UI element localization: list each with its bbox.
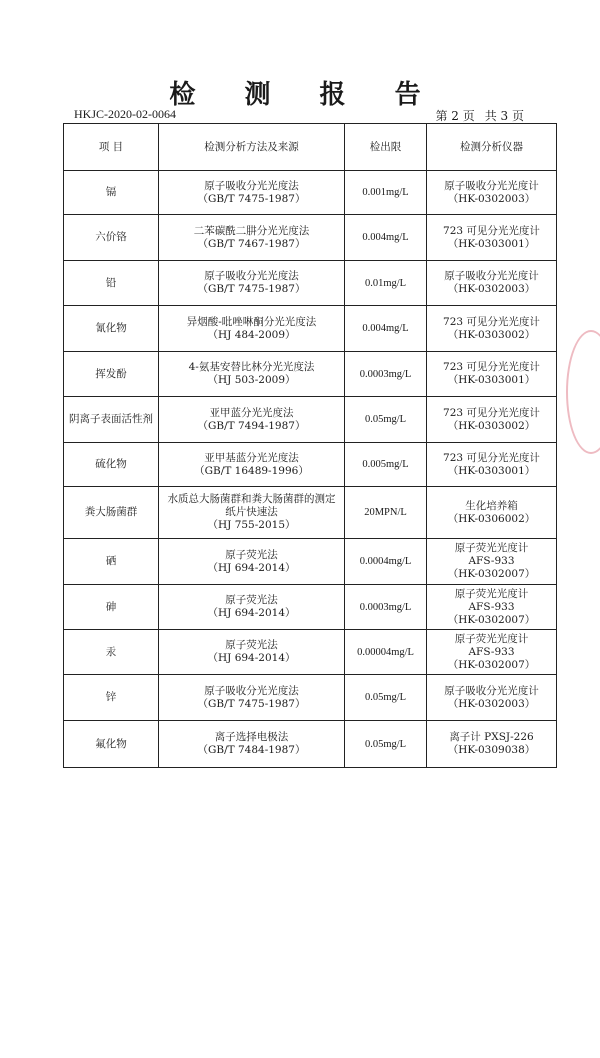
- cell-item: 砷: [64, 585, 159, 630]
- table-row: [64, 397, 557, 443]
- cell-detection-limit: 0.05mg/L: [345, 675, 427, 721]
- method-line: 原子吸收分光光度法: [204, 684, 299, 697]
- column-header-item: 项 目: [64, 124, 159, 171]
- column-header-method: 检测分析方法及来源: [159, 124, 345, 171]
- instrument-line: 723 可见分光光度计: [443, 361, 540, 373]
- cell-item: 硫化物: [64, 443, 159, 487]
- table-row: [64, 352, 557, 397]
- instrument-line: （HK-0303001）: [447, 237, 536, 250]
- table-row: [64, 487, 557, 539]
- cell-item: 汞: [64, 630, 159, 675]
- instrument-line: 原子吸收分光光度计: [444, 179, 539, 192]
- method-line: （GB/T 7475-1987）: [197, 697, 306, 710]
- method-line: 4-氨基安替比林分光光度法: [188, 361, 315, 373]
- method-line: 水质总大肠菌群和粪大肠菌群的测定: [167, 493, 336, 505]
- method-line: 纸片快速法: [225, 506, 278, 518]
- page-total: 共 3 页: [484, 109, 524, 123]
- instrument-line: 生化培养箱: [465, 499, 518, 512]
- method-line: （GB/T 7484-1987）: [197, 744, 306, 756]
- instrument-line: AFS-933: [468, 555, 515, 567]
- cell-instrument: [427, 487, 557, 539]
- instrument-line: 原子吸收分光光度计: [444, 684, 539, 697]
- table-row: [64, 171, 557, 215]
- report-title: 检 测 报 告: [169, 80, 441, 110]
- cell-instrument: [427, 397, 557, 443]
- method-line: （HJ 484-2009）: [207, 328, 296, 341]
- method-line: （GB/T 16489-1996）: [194, 464, 309, 477]
- cell-instrument: [427, 352, 557, 397]
- method-line: （GB/T 7475-1987）: [197, 283, 306, 295]
- table-row: [64, 630, 557, 675]
- cell-detection-limit: 0.004mg/L: [345, 306, 427, 352]
- instrument-line: 离子计 PXSJ-226: [449, 731, 534, 743]
- cell-detection-limit: 0.05mg/L: [345, 721, 427, 768]
- cell-method: [159, 675, 345, 721]
- instrument-line: （HK-0303001）: [447, 374, 536, 386]
- method-line: 原子荧光法: [225, 548, 278, 561]
- instrument-line: 原子荧光光度计: [454, 587, 529, 600]
- method-line: （GB/T 7475-1987）: [197, 192, 306, 205]
- table-header-row: [64, 124, 557, 171]
- method-line: 原子荧光法: [225, 594, 278, 606]
- instrument-line: AFS-933: [468, 600, 515, 613]
- cell-instrument: [427, 171, 557, 215]
- table-row: [64, 585, 557, 630]
- cell-item: 锌: [64, 675, 159, 721]
- cell-instrument: [427, 630, 557, 675]
- cell-method: [159, 443, 345, 487]
- cell-method: [159, 261, 345, 306]
- instrument-line: （HK-0306002）: [447, 512, 536, 525]
- cell-detection-limit: 0.005mg/L: [345, 443, 427, 487]
- instrument-line: （HK-0303001）: [447, 464, 536, 477]
- instrument-line: 723 可见分光光度计: [443, 315, 540, 328]
- method-line: 亚甲基蓝分光光度法: [204, 451, 299, 464]
- cell-detection-limit: 0.05mg/L: [345, 397, 427, 443]
- cell-instrument: [427, 585, 557, 630]
- cell-method: [159, 306, 345, 352]
- cell-detection-limit: 0.0003mg/L: [345, 585, 427, 630]
- cell-method: [159, 630, 345, 675]
- cell-item: 挥发酚: [64, 352, 159, 397]
- cell-method: [159, 539, 345, 585]
- instrument-line: 723 可见分光光度计: [443, 406, 540, 419]
- method-line: （HJ 694-2014）: [207, 561, 296, 574]
- instrument-line: （HK-0303002）: [447, 328, 536, 341]
- table-row: [64, 261, 557, 306]
- method-line: （HJ 694-2014）: [207, 607, 296, 619]
- cell-item: 粪大肠菌群: [64, 487, 159, 539]
- cell-method: [159, 215, 345, 261]
- cell-instrument: [427, 539, 557, 585]
- cell-item: 阴离子表面活性剂: [64, 397, 159, 443]
- page-indicator: [435, 107, 524, 124]
- cell-method: [159, 487, 345, 539]
- instrument-line: （HK-0302003）: [447, 192, 536, 205]
- method-line: 离子选择电极法: [214, 731, 289, 743]
- column-header-instrument: 检测分析仪器: [427, 124, 557, 171]
- instrument-line: （HK-0302003）: [447, 697, 536, 710]
- table-row: [64, 539, 557, 585]
- cell-method: [159, 585, 345, 630]
- method-line: 原子吸收分光光度法: [204, 179, 299, 192]
- method-line: （HJ 503-2009）: [207, 374, 296, 386]
- cell-detection-limit: 0.0003mg/L: [345, 352, 427, 397]
- cell-item: 硒: [64, 539, 159, 585]
- cell-instrument: [427, 261, 557, 306]
- cell-method: [159, 397, 345, 443]
- instrument-line: （HK-0302007）: [447, 658, 536, 671]
- cell-instrument: [427, 215, 557, 261]
- method-line: （GB/T 7467-1987）: [197, 237, 306, 250]
- instrument-line: （HK-0309038）: [447, 744, 536, 756]
- method-line: （GB/T 7494-1987）: [197, 419, 306, 432]
- instrument-line: （HK-0302007）: [447, 568, 536, 580]
- method-line: （HJ 694-2014）: [207, 652, 296, 664]
- page-current: 第 2 页: [435, 109, 475, 123]
- method-line: 原子荧光法: [225, 639, 278, 651]
- cell-instrument: [427, 306, 557, 352]
- instrument-line: 723 可见分光光度计: [443, 451, 540, 464]
- instrument-line: （HK-0302007）: [447, 613, 536, 626]
- report-number: HKJC-2020-02-0064: [74, 107, 176, 121]
- method-line: 亚甲蓝分光光度法: [209, 406, 294, 419]
- instrument-line: AFS-933: [468, 645, 515, 658]
- method-line: 原子吸收分光光度法: [204, 270, 299, 282]
- cell-item: 铅: [64, 261, 159, 306]
- table-row: [64, 721, 557, 768]
- cell-instrument: [427, 721, 557, 768]
- red-seal-stamp: [566, 330, 600, 454]
- cell-method: [159, 171, 345, 215]
- cell-item: 镉: [64, 171, 159, 215]
- column-header-limit: 检出限: [345, 124, 427, 171]
- cell-detection-limit: 0.01mg/L: [345, 261, 427, 306]
- instrument-line: 723 可见分光光度计: [443, 224, 540, 237]
- table-row: [64, 306, 557, 352]
- table-body: [64, 171, 557, 768]
- cell-detection-limit: 0.00004mg/L: [345, 630, 427, 675]
- instrument-line: （HK-0303002）: [447, 419, 536, 432]
- cell-item: 氟化物: [64, 721, 159, 768]
- instrument-line: （HK-0302003）: [447, 283, 536, 295]
- instrument-line: 原子荧光光度计: [454, 542, 529, 554]
- method-line: 二苯碳酰二肼分光光度法: [193, 224, 310, 237]
- table-row: [64, 675, 557, 721]
- instrument-line: 原子荧光光度计: [454, 632, 529, 645]
- cell-detection-limit: 20MPN/L: [345, 487, 427, 539]
- instrument-line: 原子吸收分光光度计: [444, 270, 539, 282]
- cell-item: 氰化物: [64, 306, 159, 352]
- cell-method: [159, 352, 345, 397]
- table-row: [64, 215, 557, 261]
- table-row: [64, 443, 557, 487]
- cell-method: [159, 721, 345, 768]
- test-methods-table: [63, 123, 557, 768]
- cell-item: 六价铬: [64, 215, 159, 261]
- cell-detection-limit: 0.0004mg/L: [345, 539, 427, 585]
- cell-instrument: [427, 675, 557, 721]
- cell-detection-limit: 0.001mg/L: [345, 171, 427, 215]
- cell-detection-limit: 0.004mg/L: [345, 215, 427, 261]
- method-line: （HJ 755-2015）: [207, 519, 296, 531]
- method-line: 异烟酸-吡唑啉酮分光光度法: [186, 315, 317, 328]
- cell-instrument: [427, 443, 557, 487]
